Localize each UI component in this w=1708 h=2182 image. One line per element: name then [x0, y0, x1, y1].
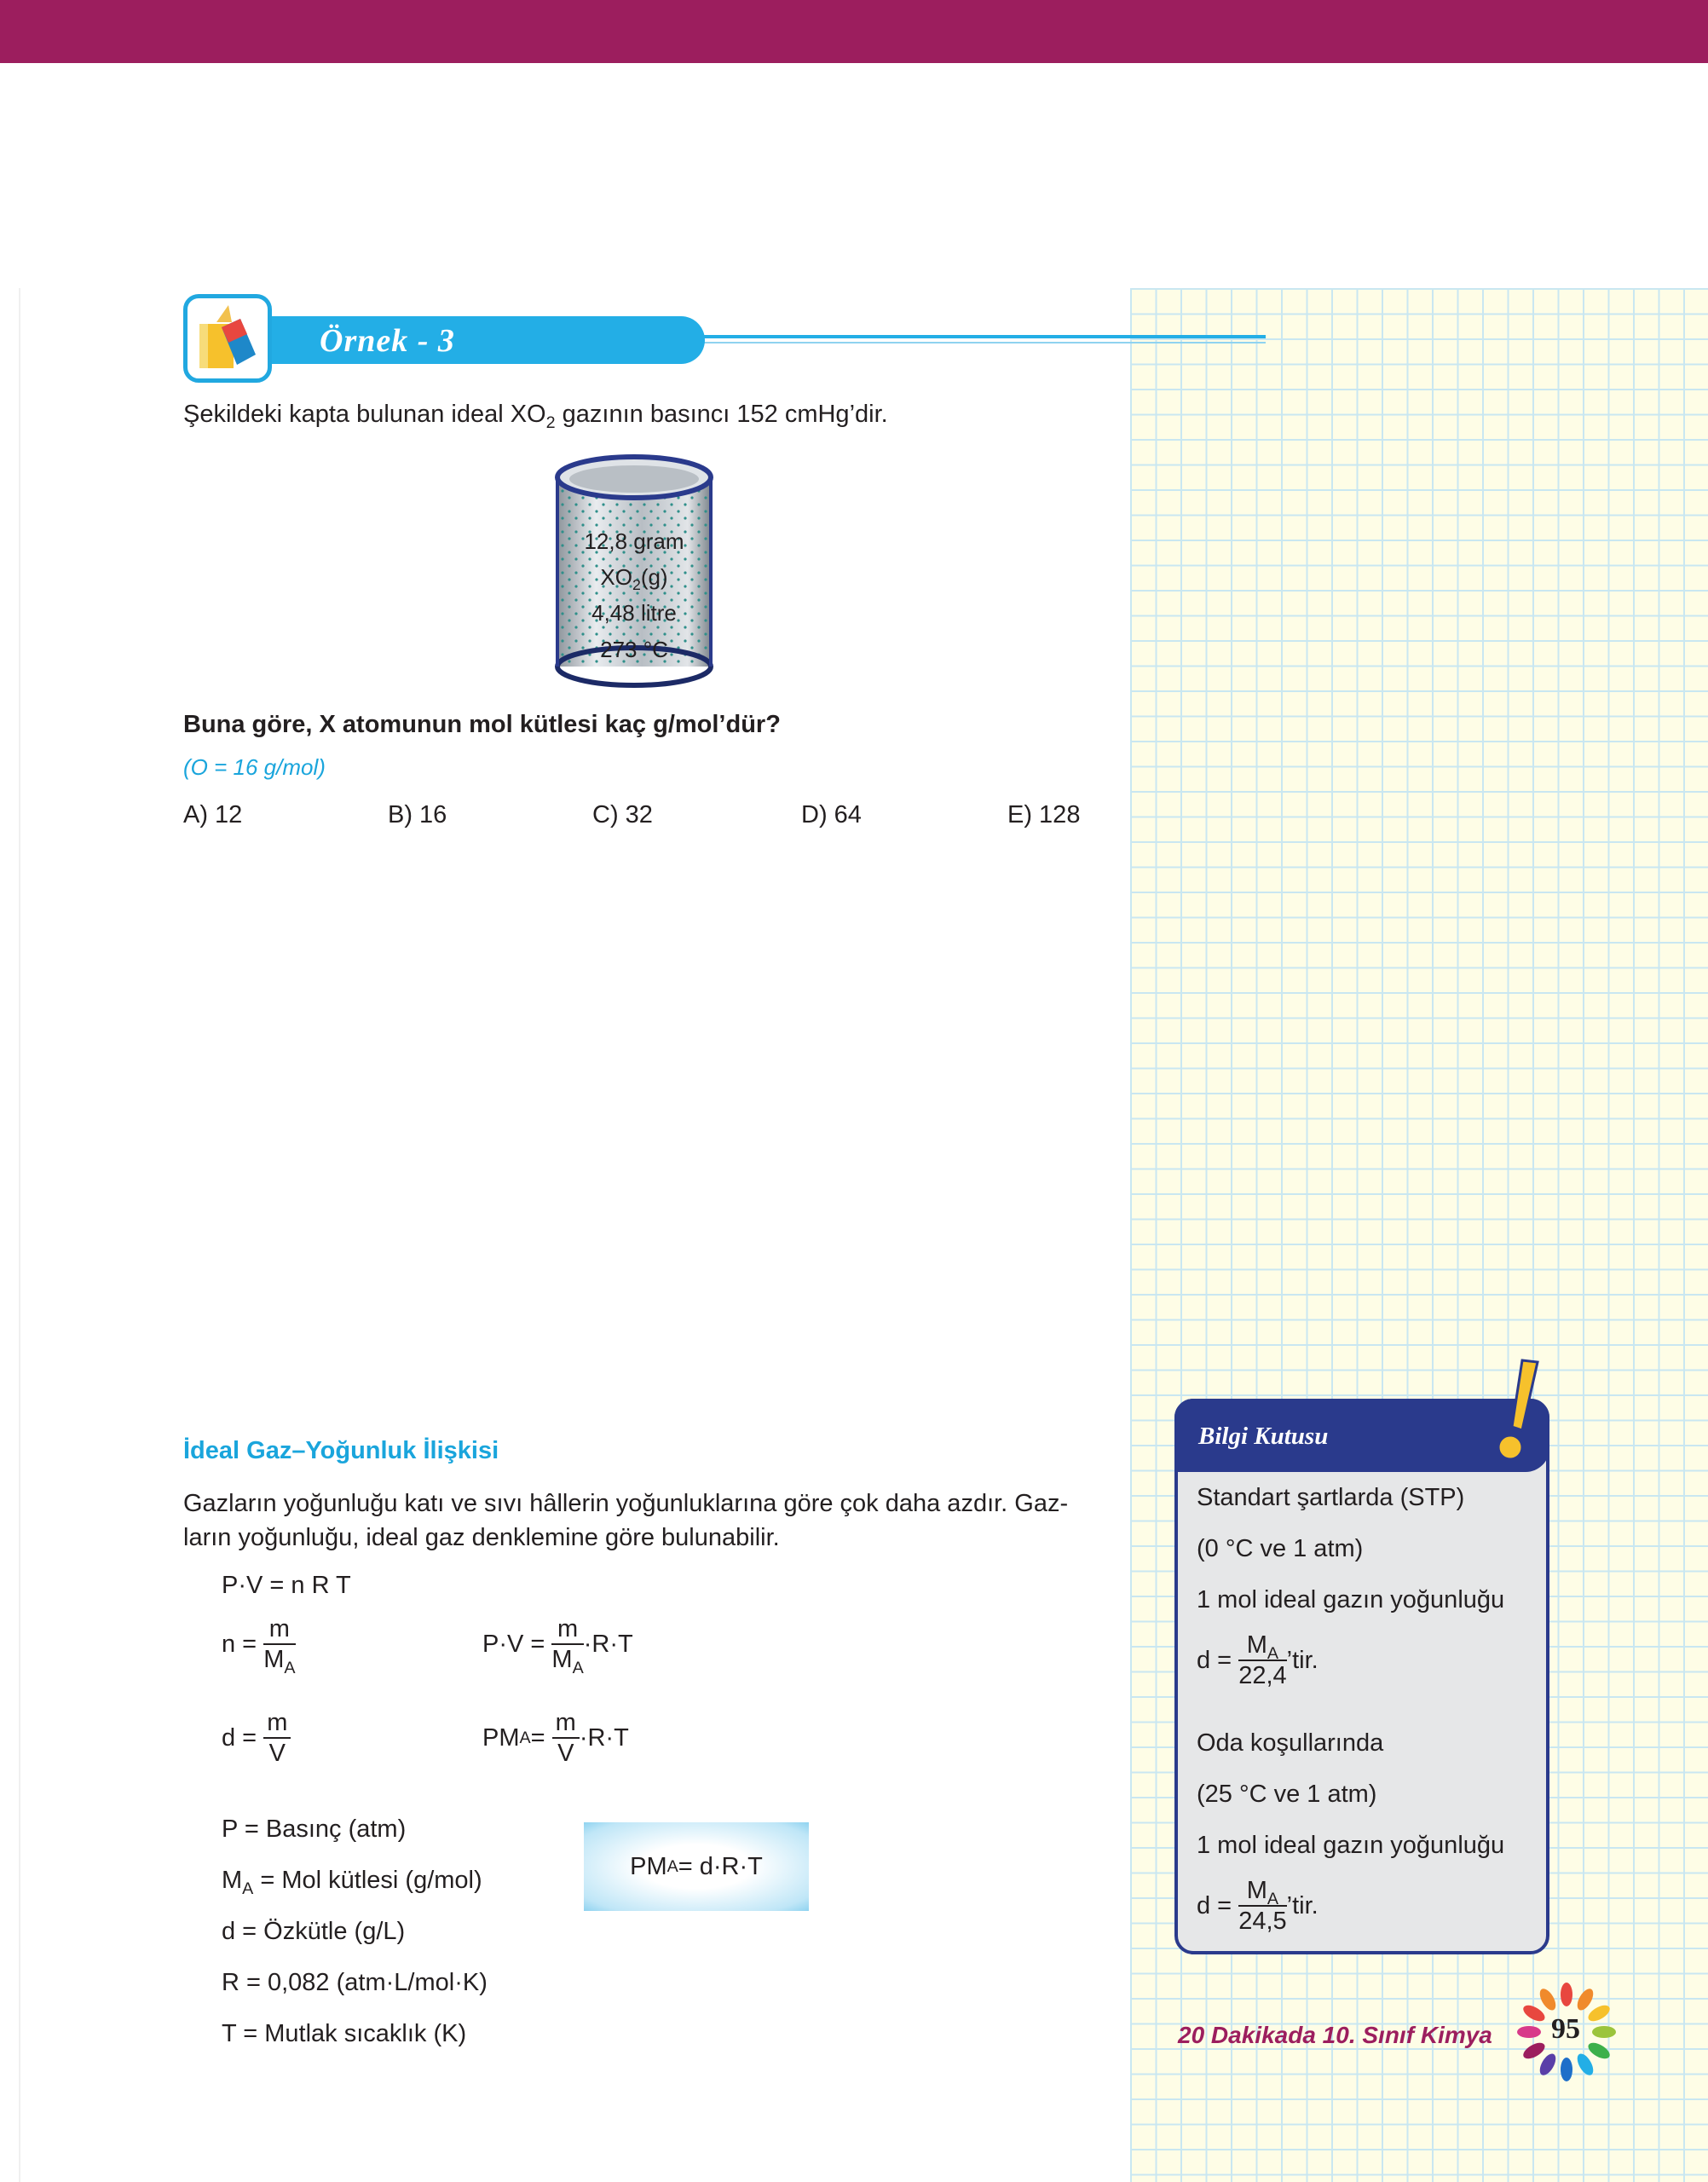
info-room-conditions: (25 °C ve 1 atm): [1197, 1781, 1377, 1808]
legend-gas-constant: R = 0,082 (atm·L/mol·K): [222, 1969, 488, 1996]
info-box-title: Bilgi Kutusu: [1198, 1423, 1329, 1450]
exclamation-icon: [1485, 1359, 1544, 1469]
container-gas: $XO_2(g)$: [600, 564, 668, 594]
container-temperature: 273 °C: [600, 637, 668, 662]
info-stp-conditions: (0 °C ve 1 atm): [1197, 1535, 1364, 1562]
info-density-line: 1 mol ideal gazın yoğunluğu: [1197, 1586, 1505, 1613]
legend-molar-mass: $M_A$ = Mol kütlesi (g/mol): [222, 1867, 482, 1898]
example-hint: (O = 16 g/mol): [183, 754, 326, 780]
gas-container-figure: [552, 453, 716, 690]
section-paragraph-line2: ların yoğunluğu, ideal gaz denklemine göre bulunabilir.: [183, 1524, 780, 1551]
info-box: [1174, 1399, 1549, 1954]
top-bar: [0, 0, 1708, 63]
legend-pressure: P = Basınç (atm): [222, 1815, 407, 1843]
example-intro: Şekildeki kapta bulunan ideal $XO_2$ gazının basıncı 152 cmHg’dir.: [183, 401, 888, 432]
option-c: C) 32: [592, 801, 653, 828]
container-mass: 12,8 gram: [584, 528, 684, 554]
info-room: Oda koşullarında: [1197, 1729, 1384, 1757]
pm-equation: PM A = $\frac{m}{V}$ ·R·T: [482, 1709, 629, 1767]
example-title: Örnek - 3: [320, 323, 455, 359]
header-rule-thin: [695, 342, 1266, 343]
option-b: B) 16: [388, 801, 447, 828]
container-volume: 4,48 litre: [591, 600, 677, 626]
pv-mass-equation: P·V = $\frac{m}{M_A}$ ·R·T: [482, 1615, 633, 1677]
footer-book-title: 20 Dakikada 10. Sınıf Kimya: [1178, 2022, 1492, 2048]
info-stp: Standart şartlarda (STP): [1197, 1484, 1465, 1511]
info-density-line-2: 1 mol ideal gazın yoğunluğu: [1197, 1832, 1505, 1859]
section-paragraph-line1: Gazların yoğunluğu katı ve sıvı hâllerin yoğunluklarına göre çok daha azdır. Gaz-: [183, 1490, 1069, 1517]
density-equation: d = $\frac{m}{V}$: [222, 1708, 291, 1768]
option-e: E) 128: [1007, 801, 1081, 828]
page-number: 95: [1551, 2013, 1580, 2045]
info-stp-density-formula: d = $\frac{M_A}{22,4}$ ’tir.: [1197, 1631, 1319, 1689]
legend-density: d = Özkütle (g/L): [222, 1918, 406, 1945]
info-room-density-formula: d = $\frac{M_A}{24,5}$ ’tir.: [1197, 1877, 1319, 1935]
option-a: A) 12: [183, 801, 243, 828]
option-d: D) 64: [801, 801, 862, 828]
pencil-eraser-icon: [183, 294, 272, 383]
example-header: [183, 294, 1082, 388]
moles-equation: n = $\frac{m}{M_A}$: [222, 1615, 296, 1677]
legend-temperature: T = Mutlak sıcaklık (K): [222, 2020, 467, 2047]
example-question: Buna göre, X atomunun mol kütlesi kaç g/mol’dür?: [183, 711, 781, 738]
section-heading: İdeal Gaz–Yoğunluk İlişkisi: [183, 1437, 499, 1464]
key-formula-box: PM A = d·R·T: [584, 1822, 809, 1911]
margin-line: [19, 288, 20, 2182]
header-rule: [695, 335, 1266, 338]
ideal-gas-equation: P·V = n R T: [222, 1572, 351, 1599]
